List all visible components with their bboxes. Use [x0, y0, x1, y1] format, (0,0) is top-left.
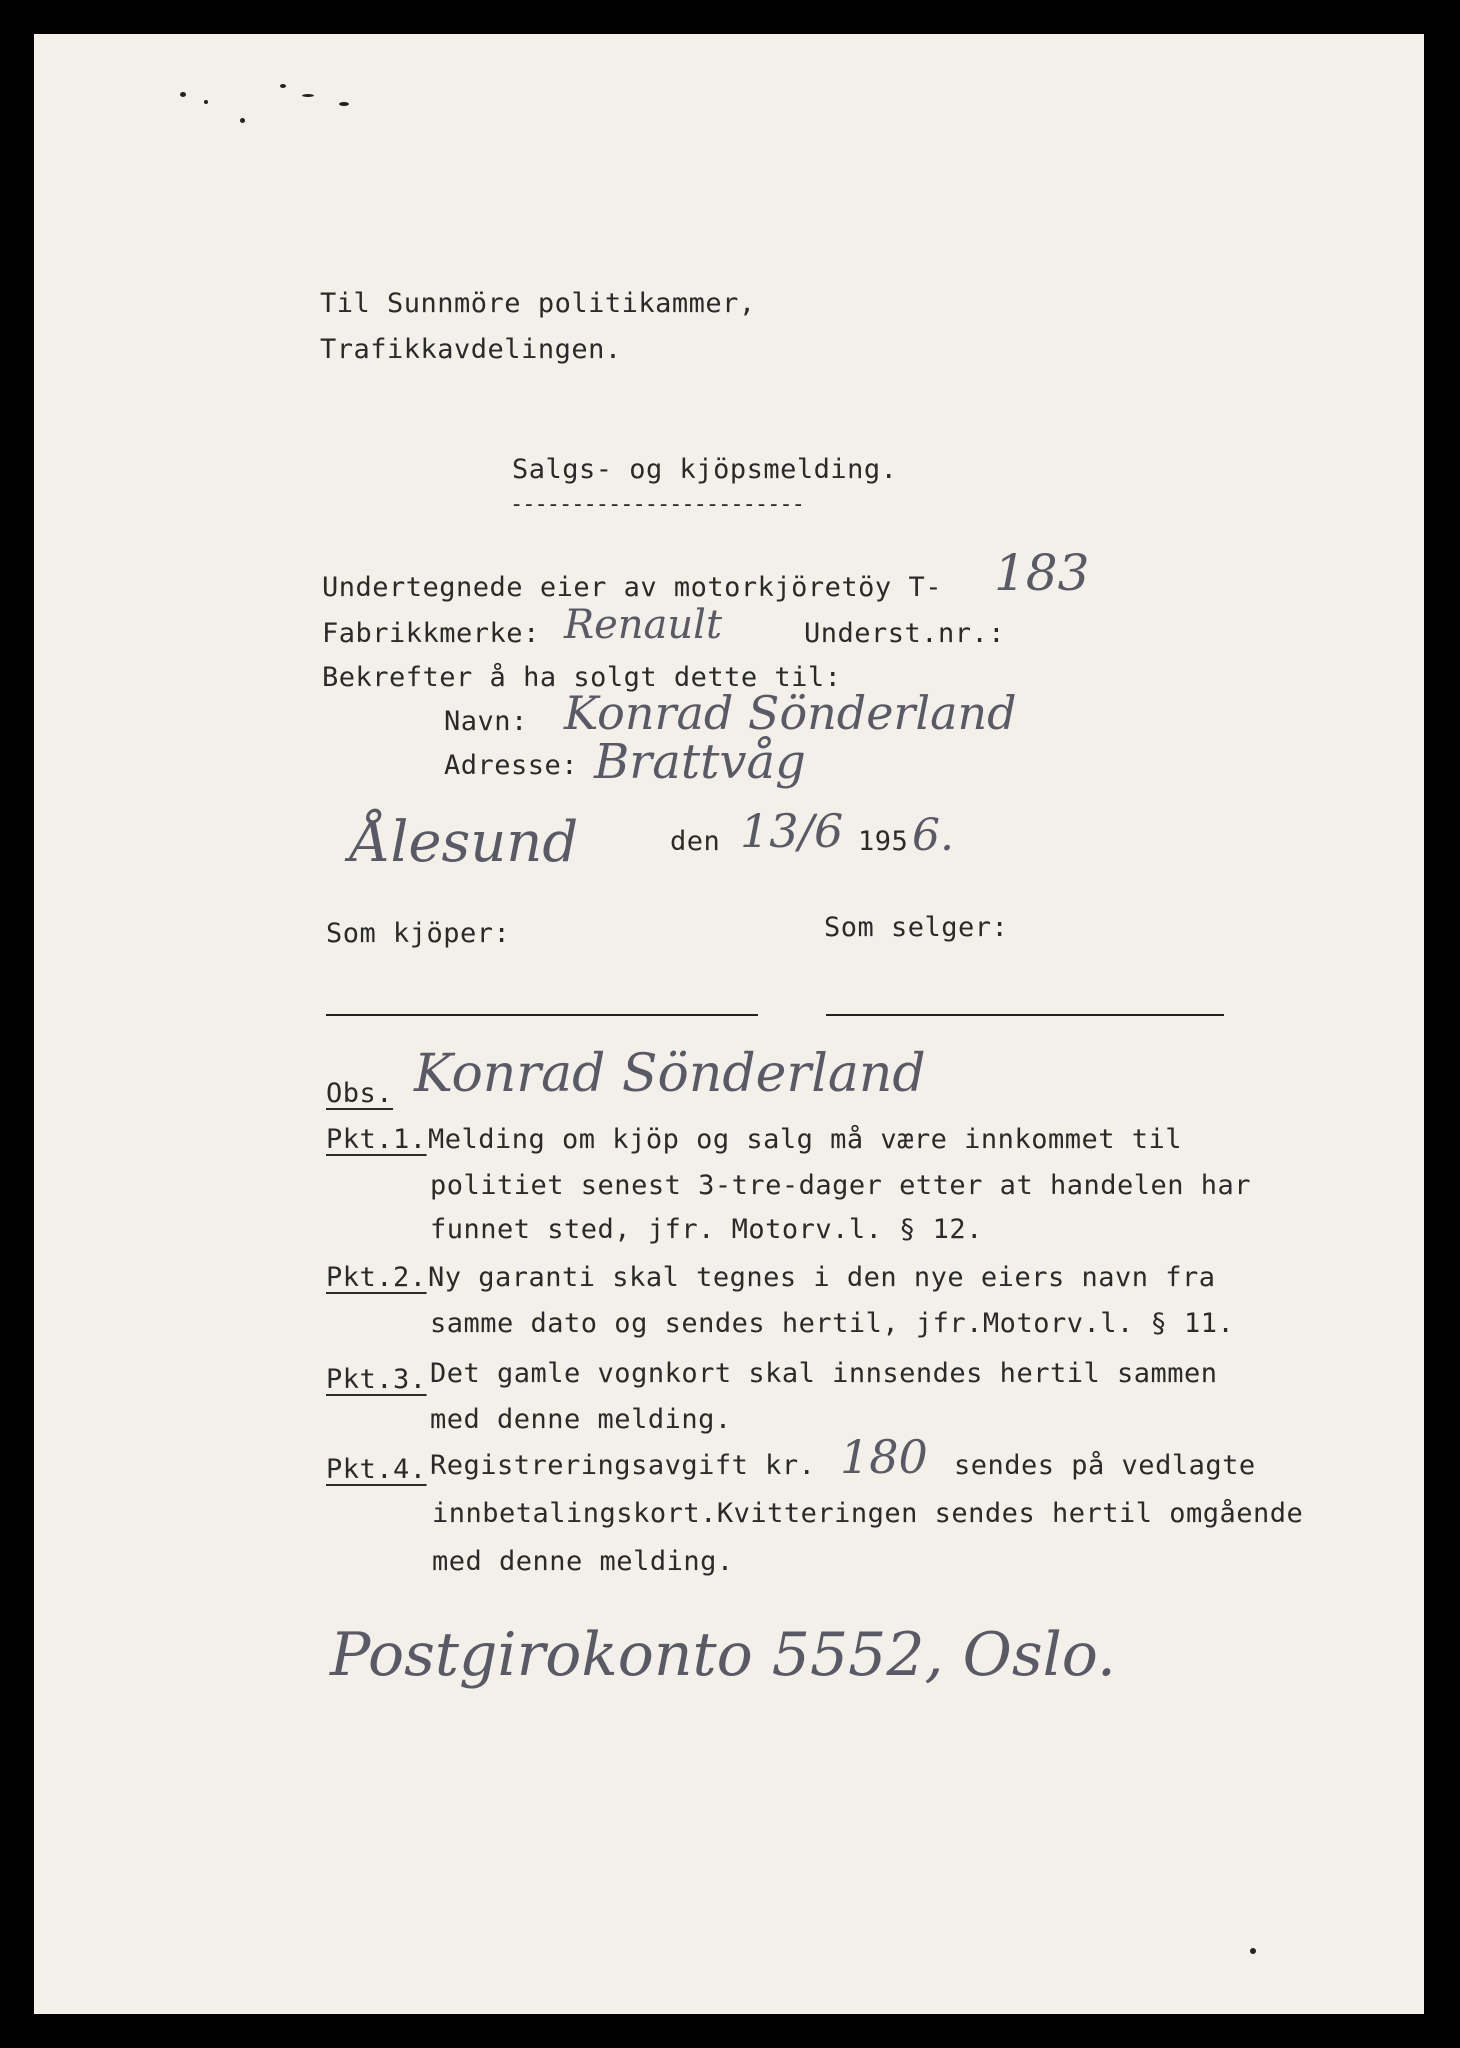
address-label: Adresse:: [444, 750, 579, 781]
point-3-line-2: med denne melding.: [430, 1404, 732, 1435]
obs-value: Konrad Sönderland: [414, 1044, 926, 1104]
point-2-line-2: samme dato og sendes hertil, jfr.Motorv.l. § 11.: [430, 1308, 1235, 1339]
ink-speck: [302, 94, 314, 97]
ink-speck: [280, 84, 286, 88]
year-suffix: 6.: [912, 810, 954, 861]
name-label: Navn:: [444, 706, 528, 737]
buyer-label: Som kjöper:: [326, 918, 511, 949]
footer-note: Postgirokonto 5552, Oslo.: [330, 1620, 1116, 1690]
point-1-line-2: politiet senest 3-tre-dager etter at handelen har: [430, 1170, 1252, 1201]
document-title: Salgs- og kjöpsmelding.: [512, 454, 898, 485]
point-1-label: Pkt.1.: [326, 1124, 427, 1155]
owner-value: 183: [994, 544, 1090, 602]
ink-speck: [204, 100, 208, 104]
point-2-line-1: Ny garanti skal tegnes i den nye eiers navn fra: [428, 1262, 1216, 1293]
date-value: 13/6: [740, 804, 844, 858]
fee-value: 180: [840, 1430, 928, 1484]
date-label: den: [670, 826, 721, 857]
seller-signature-line: [826, 1014, 1224, 1016]
point-1-line-1: Melding om kjöp og salg må være innkommet til: [428, 1124, 1182, 1155]
address-line-2: Trafikkavdelingen.: [320, 334, 622, 365]
point-3-label: Pkt.3.: [326, 1364, 427, 1395]
make-label: Fabrikkmerke:: [322, 618, 540, 649]
title-rule: ------------------------: [510, 492, 804, 517]
year-prefix: 195: [858, 826, 909, 857]
seller-label: Som selger:: [824, 912, 1009, 943]
point-4-label: Pkt.4.: [326, 1454, 427, 1485]
make-value: Renault: [564, 602, 723, 648]
ink-speck: [339, 102, 349, 106]
point-4-line-2: innbetalingskort.Kvitteringen sendes hertil omgående: [432, 1498, 1304, 1529]
owner-label: Undertegnede eier av motorkjöretöy T-: [322, 572, 942, 603]
document-page: [34, 34, 1424, 2014]
ink-speck: [1250, 1948, 1256, 1954]
address-value: Brattvåg: [594, 734, 806, 790]
point-4-line-3: med denne melding.: [432, 1546, 734, 1577]
obs-label: Obs.: [326, 1078, 394, 1109]
point-1-line-3: funnet sted, jfr. Motorv.l. § 12.: [430, 1214, 983, 1245]
place-value: Ålesund: [350, 810, 579, 875]
underst-label: Underst.nr.:: [804, 618, 1006, 649]
name-value: Konrad Sönderland: [564, 686, 1017, 740]
ink-speck: [180, 92, 186, 97]
point-4-line-1-after: sendes på vedlagte: [954, 1450, 1256, 1481]
ink-speck: [240, 118, 245, 123]
confirm-label: Bekrefter å ha solgt dette til:: [322, 662, 842, 693]
address-line-1: Til Sunnmöre politikammer,: [320, 288, 756, 319]
point-3-line-1: Det gamle vognkort skal innsendes hertil sammen: [430, 1358, 1218, 1389]
point-2-label: Pkt.2.: [326, 1262, 427, 1293]
point-4-line-1-before: Registreringsavgift kr.: [430, 1450, 816, 1481]
buyer-signature-line: [326, 1014, 758, 1016]
